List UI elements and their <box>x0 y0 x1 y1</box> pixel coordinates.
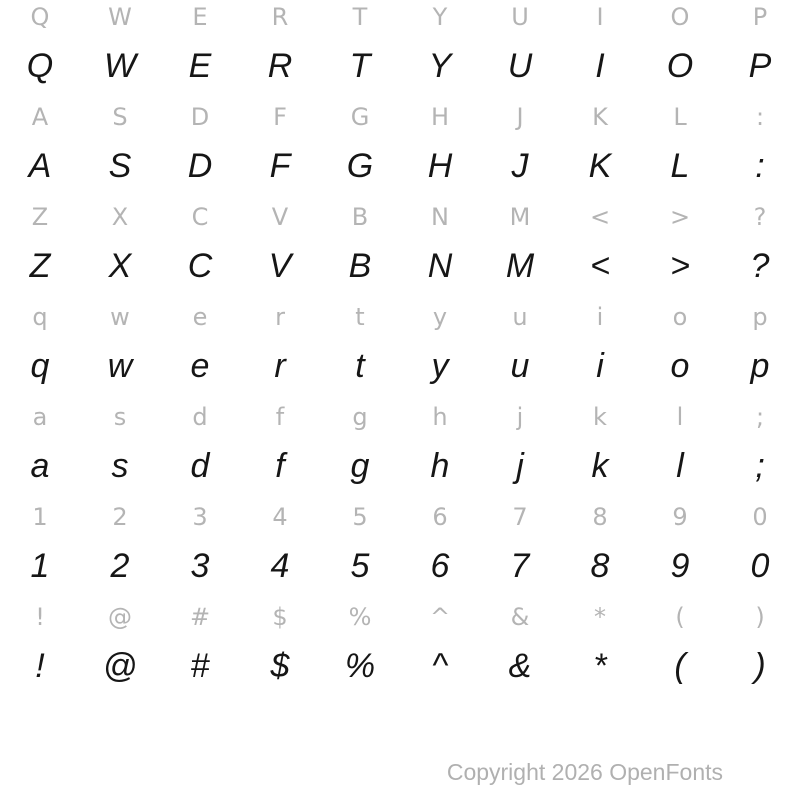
glyph-cell: Z <box>29 246 51 285</box>
char-row-4-black <box>0 142 800 190</box>
glyph-cell: 4 <box>272 503 288 531</box>
glyph-cell: R <box>271 3 289 31</box>
glyph-cell: 5 <box>352 503 368 531</box>
char-row-6-black <box>0 242 800 290</box>
char-row-10-black <box>0 442 800 490</box>
glyph-cell: r <box>274 346 286 385</box>
glyph-cell: K <box>592 103 608 131</box>
glyph-cell: t <box>355 346 365 385</box>
glyph-cell: H <box>430 103 450 131</box>
glyph-cell: l <box>676 403 684 431</box>
glyph-cell: C <box>191 203 209 231</box>
glyph-cell: L <box>673 103 687 131</box>
glyph-cell: g <box>352 403 368 431</box>
glyph-cell: J <box>511 146 529 185</box>
glyph-cell: B <box>348 246 372 285</box>
glyph-cell: M <box>509 203 531 231</box>
glyph-cell: X <box>111 203 129 231</box>
glyph-cell: F <box>269 146 291 185</box>
glyph-cell: a <box>30 446 50 485</box>
glyph-cell: I <box>595 46 605 85</box>
glyph-cell: E <box>188 46 212 85</box>
glyph-cell: d <box>190 446 210 485</box>
glyph-cell: s <box>113 403 127 431</box>
glyph-cell: h <box>430 446 450 485</box>
char-row-12-black <box>0 542 800 590</box>
glyph-cell: w <box>107 346 133 385</box>
glyph-cell: Q <box>30 3 50 31</box>
glyph-cell: p <box>750 346 770 385</box>
char-row-2-black <box>0 42 800 90</box>
glyph-cell: G <box>346 146 374 185</box>
glyph-cell: 2 <box>112 503 128 531</box>
glyph-cell: w <box>110 303 130 331</box>
glyph-cell: $ <box>272 603 288 631</box>
glyph-cell: ? <box>750 246 770 285</box>
glyph-cell: T <box>349 46 371 85</box>
glyph-cell: D <box>190 103 210 131</box>
glyph-cell: k <box>593 403 607 431</box>
glyph-cell: P <box>752 3 768 31</box>
glyph-cell: e <box>192 303 208 331</box>
glyph-cell: u <box>510 346 530 385</box>
glyph-cell: O <box>670 3 690 31</box>
glyph-cell: < <box>589 203 611 231</box>
glyph-cell: W <box>108 3 132 31</box>
char-row-8-black <box>0 342 800 390</box>
glyph-cell: q <box>30 346 50 385</box>
glyph-cell: ) <box>755 603 765 631</box>
glyph-cell: y <box>431 346 449 385</box>
glyph-cell: ( <box>675 603 685 631</box>
glyph-cell: 2 <box>110 546 130 585</box>
glyph-cell: * <box>593 646 607 685</box>
glyph-cell: ^ <box>429 603 451 631</box>
glyph-cell: a <box>32 403 48 431</box>
glyph-cell: C <box>187 246 213 285</box>
glyph-cell: ) <box>754 646 766 685</box>
glyph-cell: U <box>507 46 533 85</box>
glyph-cell: & <box>510 603 530 631</box>
glyph-cell: # <box>190 646 210 685</box>
glyph-cell: % <box>348 603 372 631</box>
glyph-cell: 3 <box>192 503 208 531</box>
glyph-cell: Y <box>428 46 452 85</box>
char-row-9-gray <box>0 395 800 439</box>
glyph-cell: t <box>355 303 365 331</box>
glyph-cell: 0 <box>750 546 770 585</box>
char-row-3-gray <box>0 95 800 139</box>
glyph-cell: % <box>344 646 376 685</box>
char-row-11-gray <box>0 495 800 539</box>
glyph-cell: u <box>512 303 528 331</box>
glyph-cell: 1 <box>32 503 48 531</box>
glyph-cell: 7 <box>510 546 530 585</box>
glyph-cell: > <box>669 203 691 231</box>
glyph-cell: 0 <box>752 503 768 531</box>
glyph-cell: ? <box>753 203 767 231</box>
glyph-cell: B <box>351 203 369 231</box>
char-row-13-gray <box>0 595 800 639</box>
glyph-cell: o <box>670 346 690 385</box>
glyph-cell: g <box>350 446 370 485</box>
glyph-cell: e <box>190 346 210 385</box>
glyph-cell: Q <box>26 46 54 85</box>
glyph-cell: & <box>508 646 532 685</box>
glyph-cell: O <box>666 46 694 85</box>
glyph-cell: r <box>275 303 285 331</box>
glyph-cell: 5 <box>350 546 370 585</box>
glyph-cell: 8 <box>590 546 610 585</box>
glyph-cell: 3 <box>190 546 210 585</box>
glyph-cell: L <box>670 146 690 185</box>
glyph-cell: ! <box>35 603 45 631</box>
glyph-cell: N <box>431 203 449 231</box>
glyph-cell: P <box>748 46 772 85</box>
glyph-cell: * <box>594 603 606 631</box>
glyph-cell: U <box>511 3 529 31</box>
glyph-cell: f <box>275 446 285 485</box>
glyph-cell: : <box>755 146 765 185</box>
glyph-cell: l <box>676 446 684 485</box>
glyph-cell: G <box>350 103 370 131</box>
glyph-cell: R <box>267 46 293 85</box>
glyph-cell: E <box>192 3 208 31</box>
glyph-cell: h <box>432 403 448 431</box>
glyph-cell: 1 <box>30 546 50 585</box>
glyph-cell: F <box>273 103 287 131</box>
glyph-cell: ; <box>755 446 765 485</box>
glyph-cell: 4 <box>270 546 290 585</box>
glyph-cell: # <box>189 603 211 631</box>
glyph-cell: 7 <box>512 503 528 531</box>
glyph-cell: Y <box>432 3 448 31</box>
glyph-cell: ; <box>755 403 765 431</box>
char-row-5-gray <box>0 195 800 239</box>
glyph-cell: W <box>103 46 137 85</box>
glyph-cell: d <box>192 403 208 431</box>
glyph-cell: I <box>596 3 604 31</box>
glyph-cell: X <box>108 246 132 285</box>
glyph-cell: 8 <box>592 503 608 531</box>
glyph-cell: s <box>111 446 129 485</box>
glyph-cell: j <box>516 403 524 431</box>
glyph-cell: ! <box>35 646 45 685</box>
glyph-cell: A <box>31 103 49 131</box>
glyph-cell: $ <box>270 646 290 685</box>
glyph-cell: K <box>588 146 612 185</box>
glyph-cell: y <box>432 303 448 331</box>
glyph-cell: S <box>108 146 132 185</box>
glyph-cell: < <box>590 246 610 285</box>
glyph-cell: j <box>516 446 524 485</box>
glyph-cell: f <box>275 403 285 431</box>
glyph-cell: N <box>427 246 453 285</box>
glyph-cell: ^ <box>432 646 448 685</box>
glyph-cell: Z <box>31 203 49 231</box>
glyph-cell: M <box>505 246 535 285</box>
glyph-cell: V <box>268 246 292 285</box>
glyph-cell: p <box>752 303 768 331</box>
char-row-7-gray <box>0 295 800 339</box>
glyph-cell: : <box>755 103 765 131</box>
glyph-cell: ( <box>674 646 686 685</box>
glyph-cell: @ <box>102 646 138 685</box>
char-row-14-black <box>0 642 800 690</box>
glyph-cell: i <box>596 303 604 331</box>
glyph-cell: V <box>271 203 289 231</box>
glyph-cell: o <box>672 303 688 331</box>
glyph-cell: q <box>32 303 48 331</box>
glyph-cell: k <box>591 446 609 485</box>
glyph-cell: T <box>352 3 368 31</box>
glyph-cell: S <box>112 103 128 131</box>
glyph-cell: H <box>427 146 453 185</box>
glyph-cell: @ <box>108 603 132 631</box>
glyph-cell: 6 <box>432 503 448 531</box>
glyph-cell: J <box>516 103 524 131</box>
glyph-cell: 6 <box>430 546 450 585</box>
glyph-cell: D <box>187 146 213 185</box>
glyph-cell: > <box>670 246 690 285</box>
glyph-cell: 9 <box>670 546 690 585</box>
copyright-text: Copyright 2026 OpenFonts <box>446 759 723 785</box>
char-row-1-gray <box>0 0 800 39</box>
glyph-cell: i <box>596 346 604 385</box>
glyph-cell: A <box>28 146 52 185</box>
glyph-cell: 9 <box>672 503 688 531</box>
